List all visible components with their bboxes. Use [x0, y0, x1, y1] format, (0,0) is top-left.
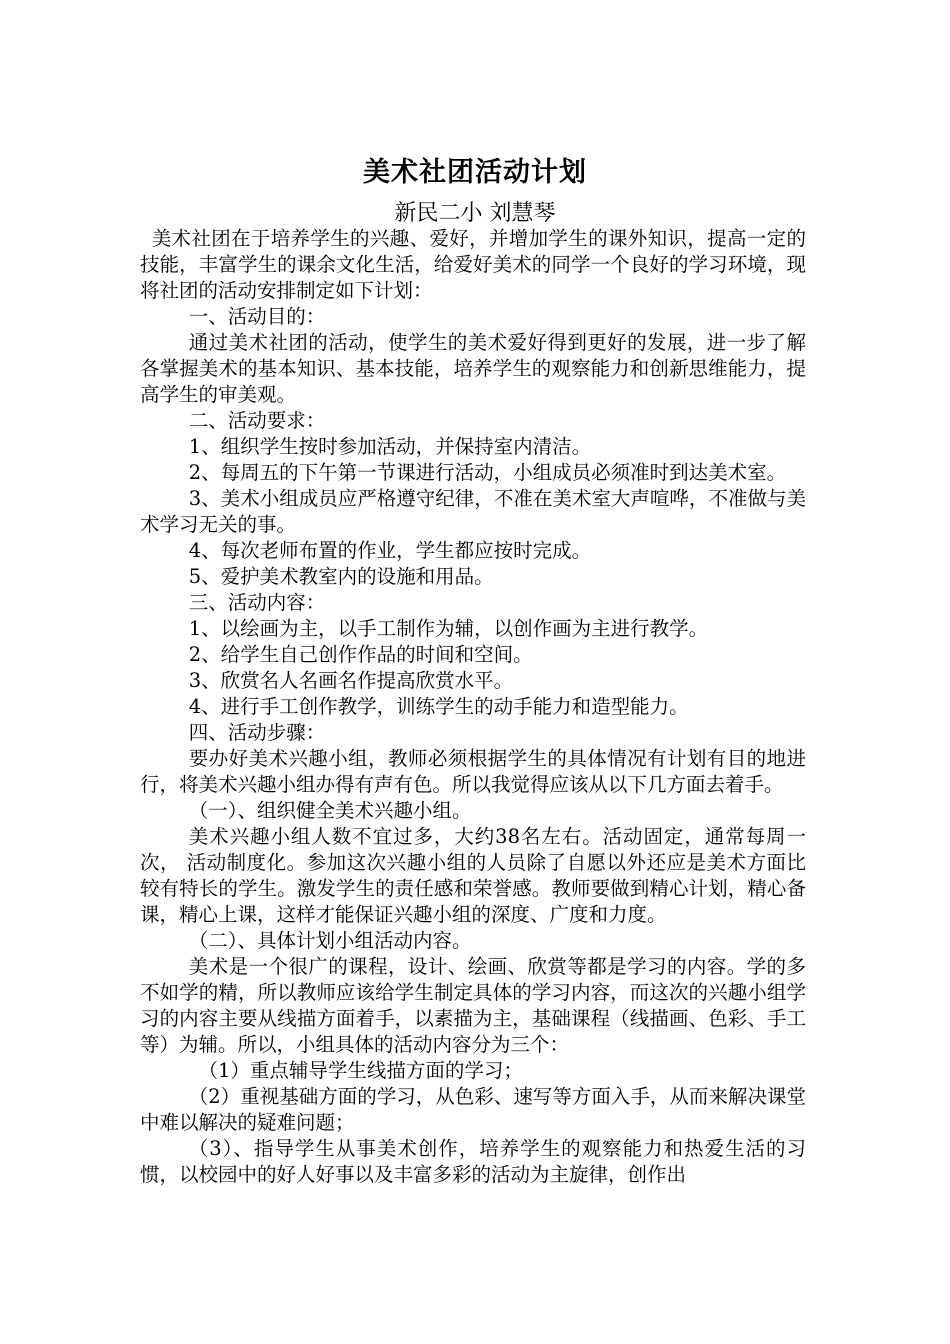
paragraph: 5、爱护美术教室内的设施和用品。 [188, 565, 494, 588]
paragraph: （1）重点辅导学生线描方面的学习； [198, 1059, 523, 1082]
paragraph: 3、欣赏名人名画名作提高欣赏水平。 [188, 669, 514, 692]
paragraph: 三、活动内容： [188, 591, 326, 614]
paragraph: 美术是一个很广的课程，设计、绘画、欣赏等都是学习的内容。学的多不如学的精，所以教师应该给学生制定具体的学习内容，而这次的兴趣小组学习的内容主要从线描方面着手，以素描为主，基础课程（线描画、色彩、手工等）为辅。所以，小组具体的活动内容分为三个： [140, 955, 806, 1056]
paragraph: 2、每周五的下午第一节课进行活动，小组成员必须准时到达美术室。 [188, 461, 787, 484]
paragraph: 4、进行手工创作教学，训练学生的动手能力和造型能力。 [188, 695, 689, 718]
paragraph: 1、组织学生按时参加活动，并保持室内清洁。 [188, 435, 592, 458]
paragraph: 1、以绘画为主，以手工制作为辅，以创作画为主进行教学。 [188, 617, 709, 640]
paragraph: （一）、组织健全美术兴趣小组。 [188, 799, 472, 822]
paragraph: 通过美术社团的活动，使学生的美术爱好得到更好的发展，进一步了解各掌握美术的基本知识、基本技能，培养学生的观察能力和创新思维能力，提高学生的审美观。 [140, 331, 806, 406]
paragraph: （2）重视基础方面的学习，从色彩、速写等方面入手，从而来解决课堂中难以解决的疑难问题； [140, 1085, 806, 1134]
paragraph: 2、给学生自己创作作品的时间和空间。 [188, 643, 533, 666]
paragraph: 美术兴趣小组人数不宜过多，大约38名左右。活动固定，通常每周一次， 活动制度化。参加这次兴趣小组的人员除了自愿以外还应是美术方面比较有特长的学生。激发学生的责任感和荣誉感。教师要做到精心计划，精心备课，精心上课，这样才能保证兴趣小组的深度、广度和力度。 [140, 825, 806, 926]
document-body [140, 226, 806, 1188]
document-title: 美术社团活动计划 [363, 157, 587, 188]
paragraph: 一、活动目的： [188, 305, 326, 328]
paragraph: 4、每次老师布置的作业，学生都应按时完成。 [188, 539, 592, 562]
paragraph: 要办好美术兴趣小组，教师必须根据学生的具体情况有计划有目的地进行，将美术兴趣小组办得有声有色。所以我觉得应该从以下几方面去着手。 [140, 747, 806, 796]
document-author: 新民二小 刘慧琴 [394, 201, 556, 226]
paragraph: 二、活动要求： [188, 409, 326, 432]
paragraph: （3）、指导学生从事美术创作，培养学生的观察能力和热爱生活的习惯，以校园中的好人好事以及丰富多彩的活动为主旋律，创作出 [140, 1137, 806, 1186]
paragraph: （二）、具体计划小组活动内容。 [188, 929, 472, 952]
paragraph: 美术社团在于培养学生的兴趣、爱好，并增加学生的课外知识，提高一定的技能，丰富学生的课余文化生活，给爱好美术的同学一个良好的学习环境，现将社团的活动安排制定如下计划： [140, 227, 806, 302]
paragraph: 四、活动步骤： [188, 721, 326, 744]
paragraph: 3、美术小组成员应严格遵守纪律，不准在美术室大声喧哗，不准做与美术学习无关的事。 [140, 487, 806, 536]
